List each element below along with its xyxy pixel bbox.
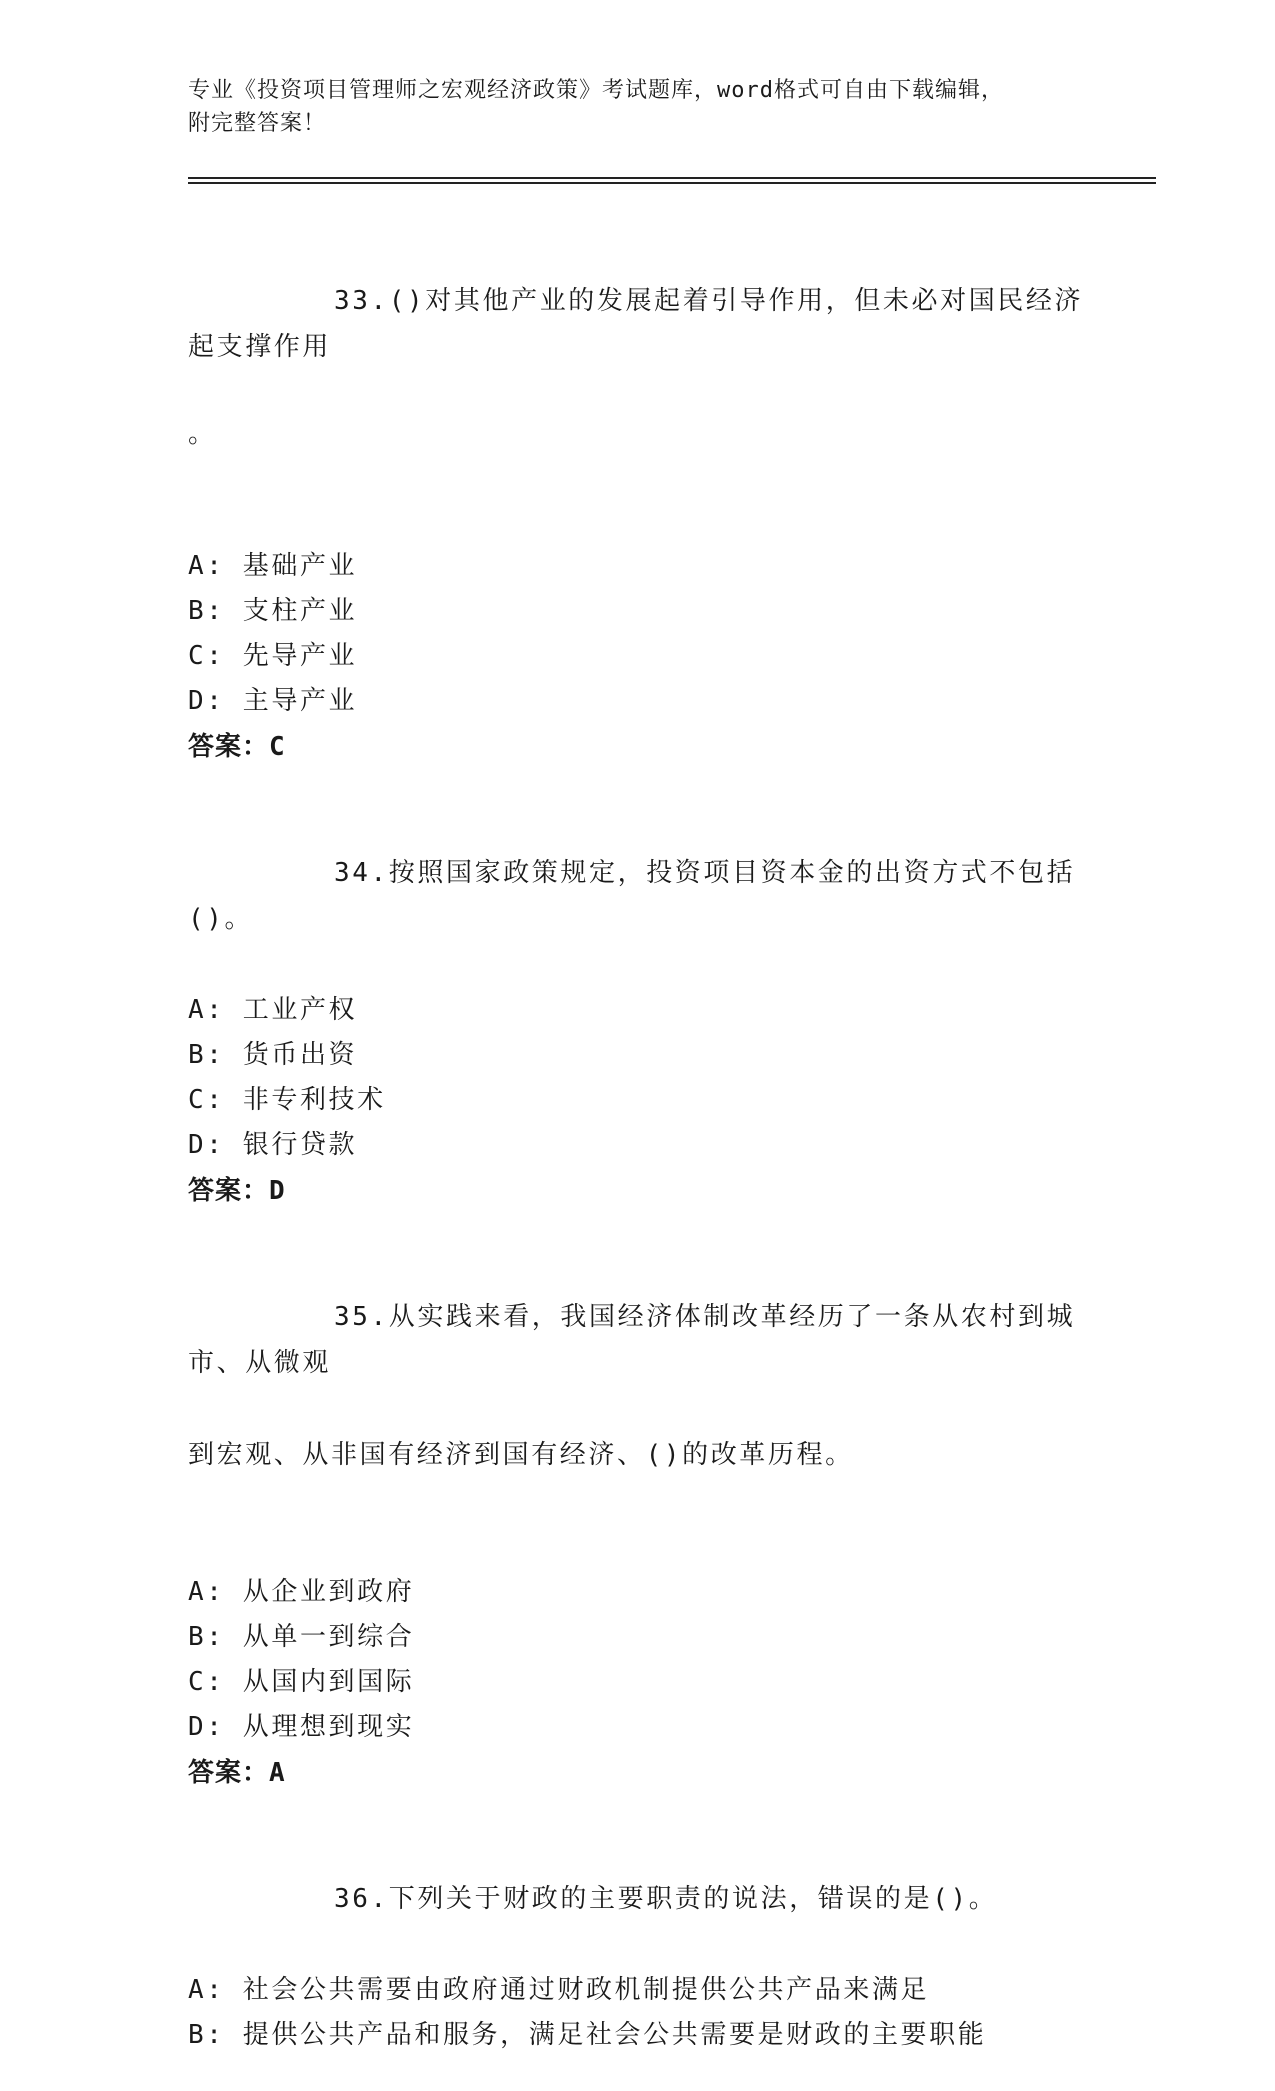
question-34 (188, 804, 1088, 1215)
question-stem (188, 804, 1088, 988)
question-stem-line-1: 34.按照国家政策规定，投资项目资本金的出资方式不包括()。 (188, 858, 1076, 934)
answer-label: 答案：A (188, 1758, 286, 1788)
option-b: B: 货币出资 (188, 1040, 358, 1070)
option-c: C: 从国内到国际 (188, 1667, 415, 1697)
option-b: B: 提供公共产品和服务，满足社会公共需要是财政的主要职能 (188, 2020, 987, 2050)
question-33 (188, 232, 1088, 771)
question-stem-line-1: 36.下列关于财政的主要职责的说法，错误的是()。 (334, 1884, 998, 1914)
question-stem-line-1: 35.从实践来看，我国经济体制改革经历了一条从农村到城市、从微观 (188, 1302, 1076, 1378)
option-d: D: 从理想到现实 (188, 1712, 415, 1742)
answer-label: 答案：D (188, 1176, 286, 1206)
option-a: A: 社会公共需要由政府通过财政机制提供公共产品来满足 (188, 1975, 930, 2005)
option-b: B: 从单一到综合 (188, 1622, 415, 1652)
option-d: D: 银行贷款 (188, 1130, 358, 1160)
option-b: B: 支柱产业 (188, 596, 358, 626)
question-stem (188, 1248, 1088, 1570)
option-c: C: 非专利技术 (188, 1085, 386, 1115)
option-a: A: 工业产权 (188, 995, 358, 1025)
option-a: A: 从企业到政府 (188, 1577, 415, 1607)
question-list (188, 232, 1088, 2091)
question-stem-line-2: 。 (188, 419, 217, 449)
document-header (188, 74, 1088, 140)
question-36 (188, 1830, 1088, 2058)
question-stem-line-1: 33.()对其他产业的发展起着引导作用，但未必对国民经济起支撑作用 (188, 286, 1084, 362)
answer-label: 答案：C (188, 732, 286, 762)
question-stem (188, 1830, 1088, 1968)
option-d: D: 主导产业 (188, 686, 358, 716)
header-line-1: 专业《投资项目管理师之宏观经济政策》考试题库，word格式可自由下载编辑， (188, 78, 1004, 103)
header-divider-bottom (188, 182, 1156, 184)
question-35 (188, 1248, 1088, 1797)
header-divider-top (188, 177, 1156, 179)
header-line-2: 附完整答案！ (188, 111, 327, 136)
question-stem (188, 232, 1088, 544)
question-stem-line-2: 到宏观、从非国有经济到国有经济、()的改革历程。 (188, 1440, 854, 1470)
option-a: A: 基础产业 (188, 551, 358, 581)
option-c: C: 先导产业 (188, 641, 358, 671)
